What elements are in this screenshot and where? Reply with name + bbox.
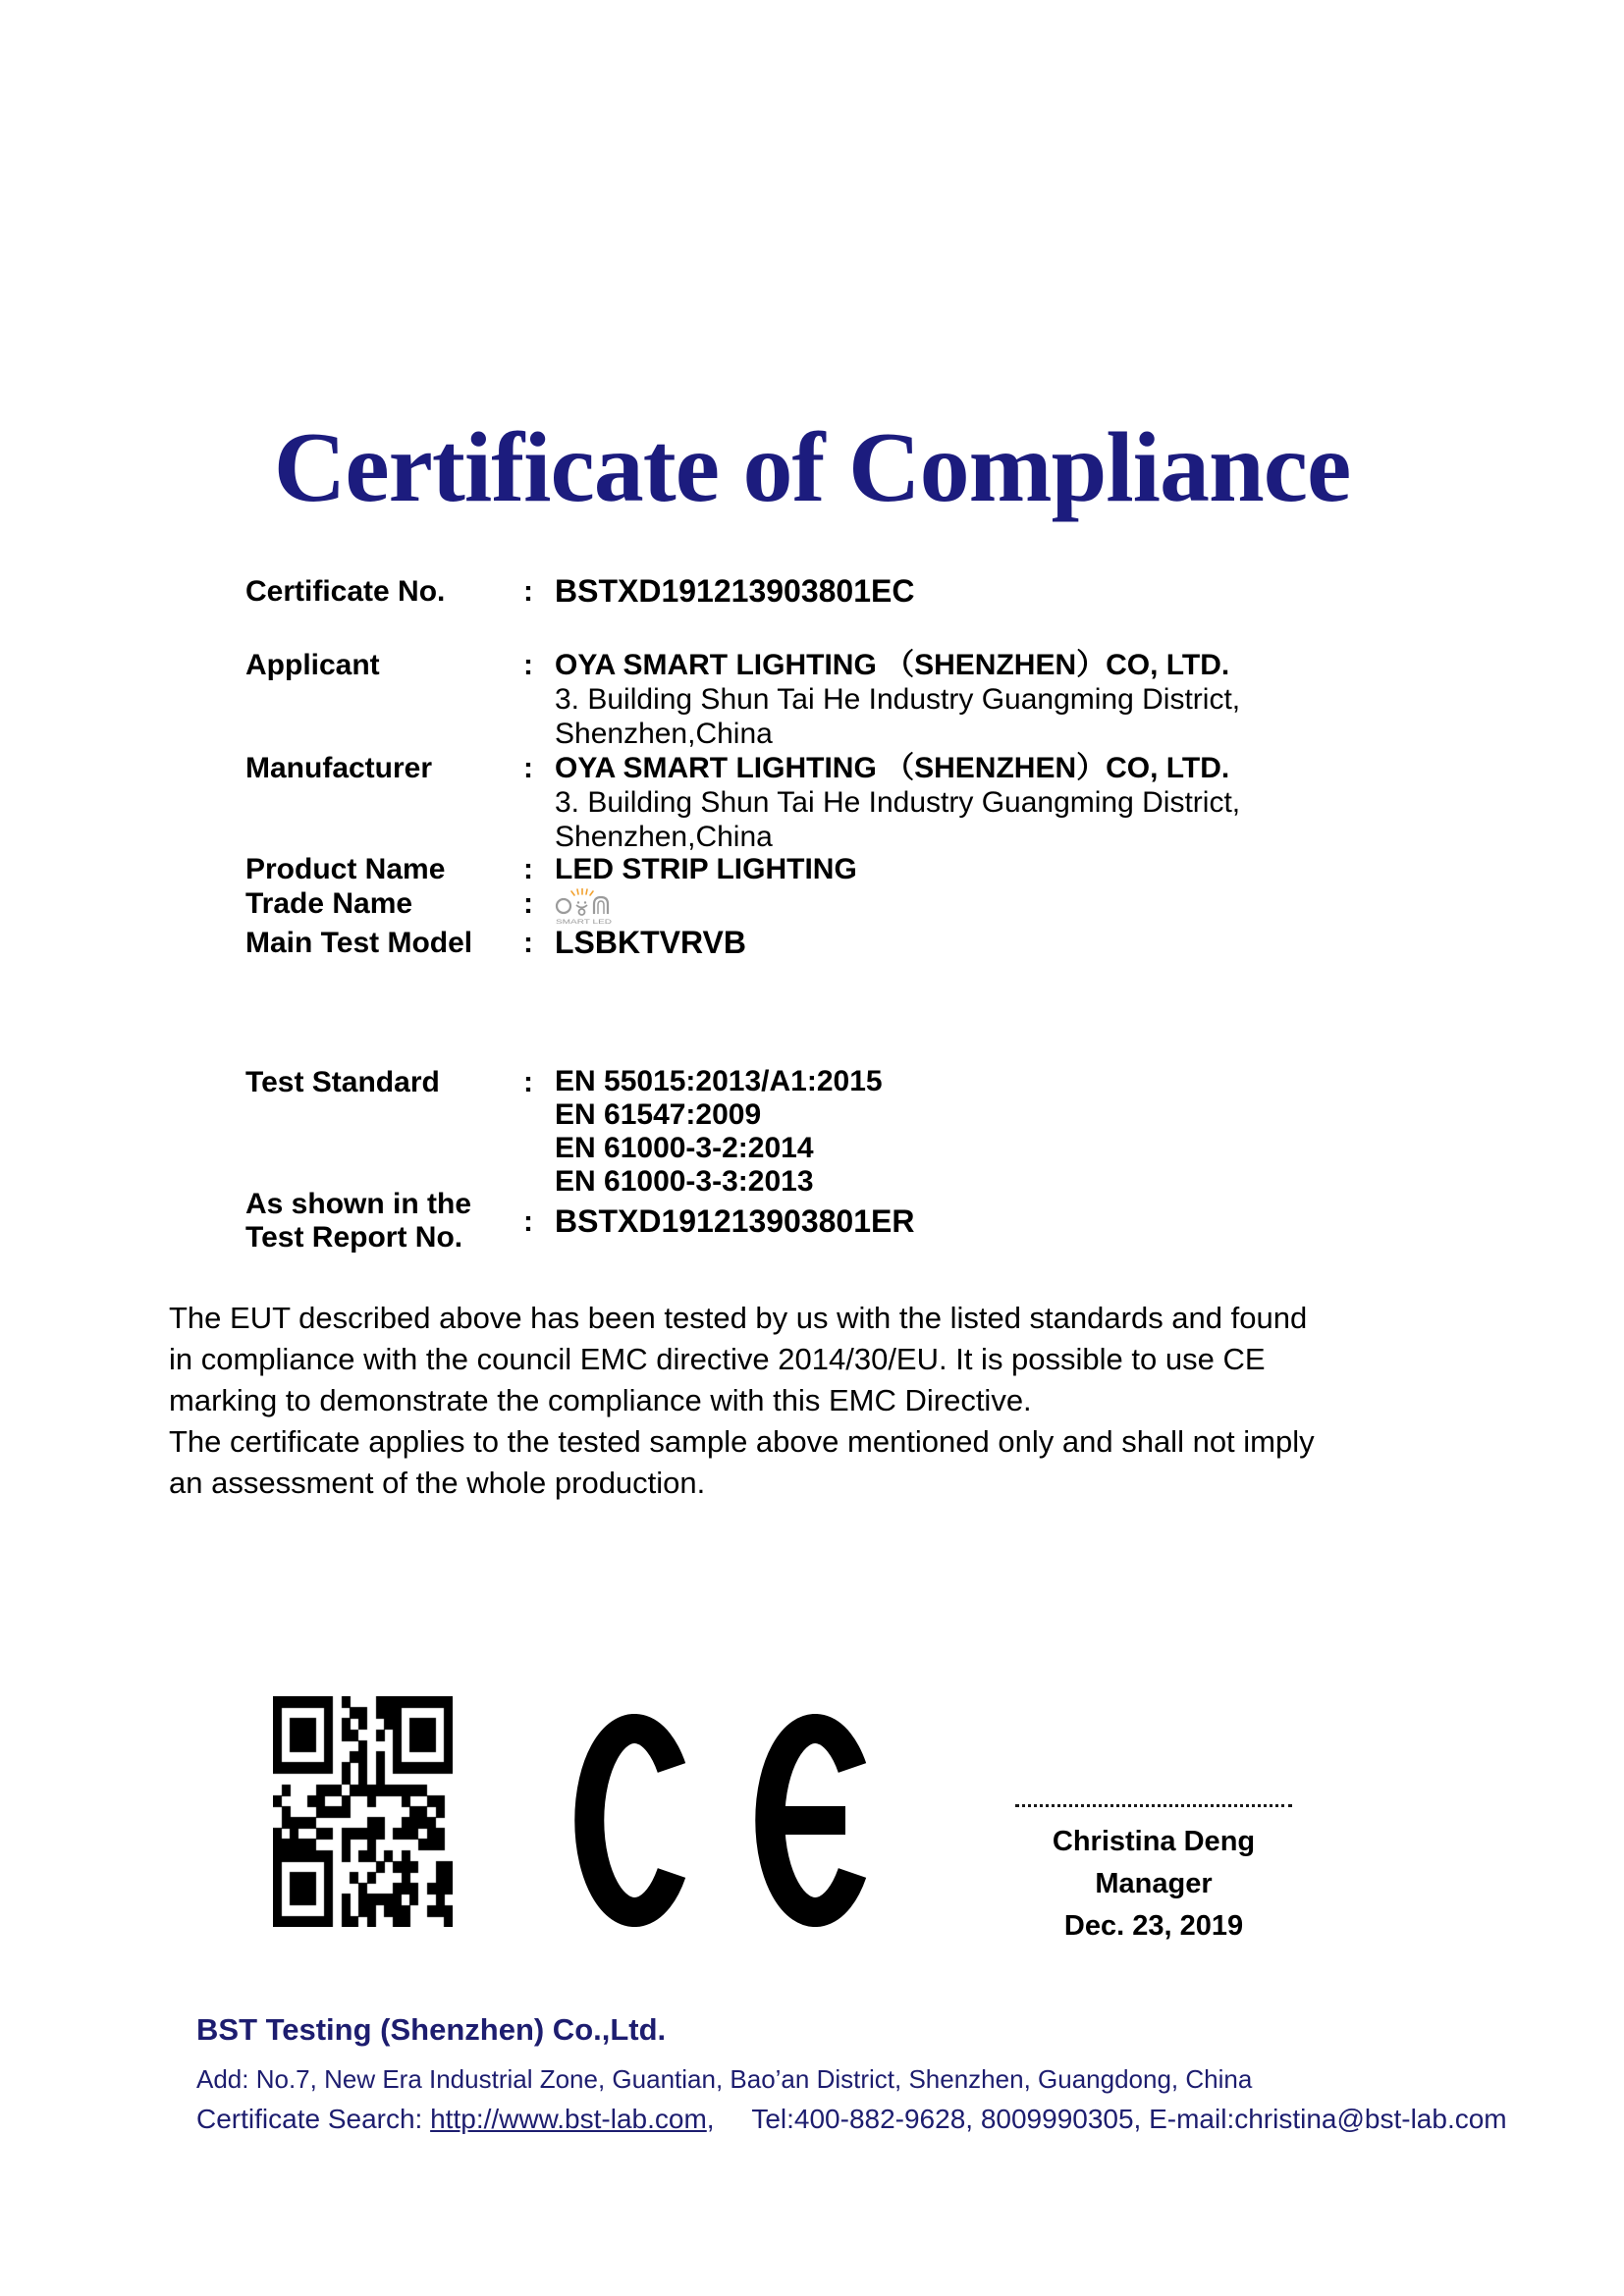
applicant-address-1: 3. Building Shun Tai He Industry Guangming District, [555,683,1241,716]
oya-smart-led-logo [555,888,618,926]
logo-letter-a [594,897,608,914]
certificate-search-line [196,2104,1507,2135]
logo-rays-icon [571,888,593,895]
test-standard-4: EN 61000-3-3:2013 [555,1165,814,1198]
test-report-label-line1: As shown in the [245,1188,472,1220]
applicant-label: Applicant [245,649,380,681]
main-test-model-value: LSBKTVRVB [555,925,746,960]
certificate-search-label: Certificate Search: [196,2104,423,2134]
manufacturer-address-2: Shenzhen,China [555,821,773,853]
logo-face-icon [576,901,587,915]
qr-code [273,1696,453,1927]
main-test-model-label: Main Test Model [245,927,473,959]
signatory-name: Christina Deng [1052,1826,1256,1857]
manufacturer-label: Manufacturer [245,752,433,784]
trade-name-label: Trade Name [245,887,413,920]
statement-line: marking to demonstrate the compliance with this EMC Directive. [169,1383,1032,1417]
lab-contact-info: Tel:400-882-9628, 8009990305, E-mail:christina@bst-lab.com [751,2104,1507,2134]
field-main-test-model [245,926,1434,960]
test-standard-2: EN 61547:2009 [555,1098,762,1131]
comma: , [706,2104,715,2134]
statement-line: an assessment of the whole production. [169,1466,706,1500]
applicant-name: OYA SMART LIGHTING （SHENZHEN）CO, LTD. [555,649,1230,681]
colon: : [523,927,533,959]
manufacturer-address-1: 3. Building Shun Tai He Industry Guangming District, [555,786,1241,819]
colon: : [523,1066,533,1098]
statement-paragraph [169,1298,1489,1504]
applicant-address-2: Shenzhen,China [555,718,773,750]
manufacturer-name: OYA SMART LIGHTING （SHENZHEN）CO, LTD. [555,752,1230,784]
logo-subtext: SMART LED [556,919,613,926]
page-title: Certificate of Compliance [273,412,1351,523]
colon: : [523,1204,533,1238]
lab-address: Add: No.7, New Era Industrial Zone, Guantian, Bao’an District, Shenzhen, Guangdong, China [196,2064,1253,2094]
ce-mark-icon [574,1714,875,1927]
test-standard-1: EN 55015:2013/A1:2015 [555,1065,883,1097]
field-product-name [245,852,1434,886]
test-report-value: BSTXD191213903801ER [555,1202,915,1239]
test-standard-3: EN 61000-3-2:2014 [555,1132,814,1164]
test-report-label-line2: Test Report No. [245,1221,463,1254]
certificate-search-link[interactable]: http://www.bst-lab.com [430,2104,707,2134]
signature-date: Dec. 23, 2019 [1063,1910,1244,1942]
product-name-label: Product Name [245,853,446,885]
signature-line [1015,1804,1292,1807]
field-test-standard [245,1065,1434,1199]
lab-company-name: BST Testing (Shenzhen) Co.,Ltd. [196,2012,667,2047]
certificate-no-label: Certificate No. [245,575,446,608]
field-manufacturer [245,751,1434,854]
signature-block [992,1804,1316,1948]
statement-line: The EUT described above has been tested by us with the listed standards and found [169,1301,1308,1335]
field-applicant [245,648,1434,751]
colon: : [523,853,533,885]
logo-letter-o [557,899,570,913]
colon: : [523,887,533,920]
colon: : [523,752,533,784]
statement-line: in compliance with the council EMC directive 2014/30/EU. It is possible to use CE [169,1342,1266,1376]
field-certificate-no [245,574,1434,609]
test-standard-label: Test Standard [245,1066,440,1098]
certificate-no-value: BSTXD191213903801EC [555,573,915,609]
statement-line: The certificate applies to the tested sample above mentioned only and shall not imply [169,1424,1315,1459]
product-name-value: LED STRIP LIGHTING [555,853,857,885]
field-test-report-no [245,1188,1434,1255]
colon: : [523,649,533,681]
signatory-title: Manager [1095,1868,1213,1899]
colon: : [523,575,533,608]
